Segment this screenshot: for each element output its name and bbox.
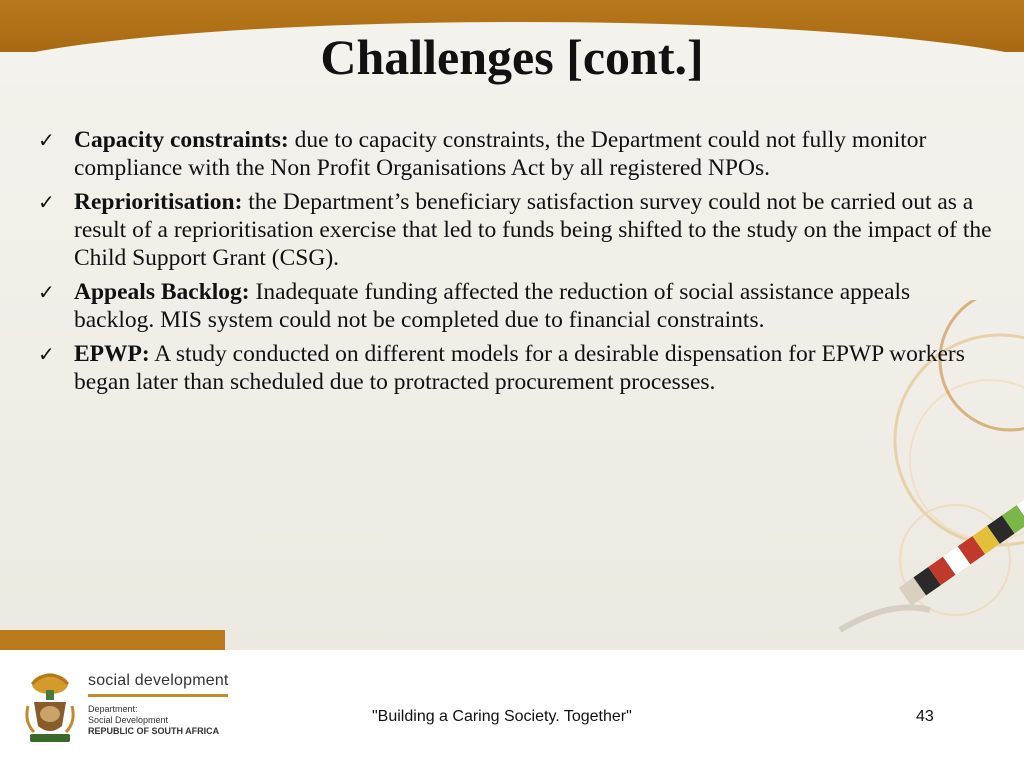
- bullet-text: A study conducted on different models for a desirable dispensation for EPWP workers began later than scheduled due to protracted procurement processes.: [74, 341, 965, 395]
- bullet-heading: Appeals Backlog:: [74, 279, 250, 305]
- footer-tagline: "Building a Caring Society. Together": [372, 708, 632, 725]
- bullet-epwp: [36, 340, 996, 396]
- slide-title: Challenges [cont.]: [320, 29, 704, 85]
- bullet-text: Inadequate funding affected the reduction of social assistance appeals backlog. MIS system could not be completed due to financial constraints.: [74, 279, 911, 333]
- bullet-heading: Capacity constraints:: [74, 127, 289, 153]
- checkmark-icon: ✓: [38, 128, 55, 152]
- checkmark-icon: ✓: [38, 280, 55, 304]
- checkmark-icon: ✓: [38, 190, 55, 214]
- logo-title: social development: [88, 672, 229, 689]
- page-number: 43: [916, 708, 934, 725]
- dept-line-2: Social Development: [88, 715, 169, 725]
- dept-line-3: REPUBLIC OF SOUTH AFRICA: [88, 726, 220, 736]
- bullet-text: due to capacity constraints, the Department could not fully monitor compliance with the Non Profit Organisations Act by all registered NPOs.: [74, 127, 927, 181]
- checkmark-icon: ✓: [38, 342, 55, 366]
- bullet-heading: EPWP:: [74, 341, 150, 367]
- department-name: [88, 704, 219, 737]
- bullet-capacity-constraints: [36, 126, 996, 182]
- bullet-list: [36, 126, 996, 402]
- bullet-appeals-backlog: [36, 278, 996, 334]
- coat-of-arms-icon: [22, 670, 78, 746]
- bullet-reprioritisation: [36, 188, 996, 272]
- bullet-heading: Reprioritisation:: [74, 189, 243, 215]
- bullet-text: the Department’s beneficiary satisfaction survey could not be carried out as a result of a reprioritisation exercise that led to funds being shifted to the study on the impact of the Child Support Grant (CSG).: [74, 189, 992, 271]
- bottom-accent-band: [0, 630, 225, 650]
- slide-footer: [0, 650, 1024, 768]
- logo-underline: [88, 694, 228, 697]
- department-logo: [22, 670, 262, 750]
- dept-line-1: Department:: [88, 704, 138, 714]
